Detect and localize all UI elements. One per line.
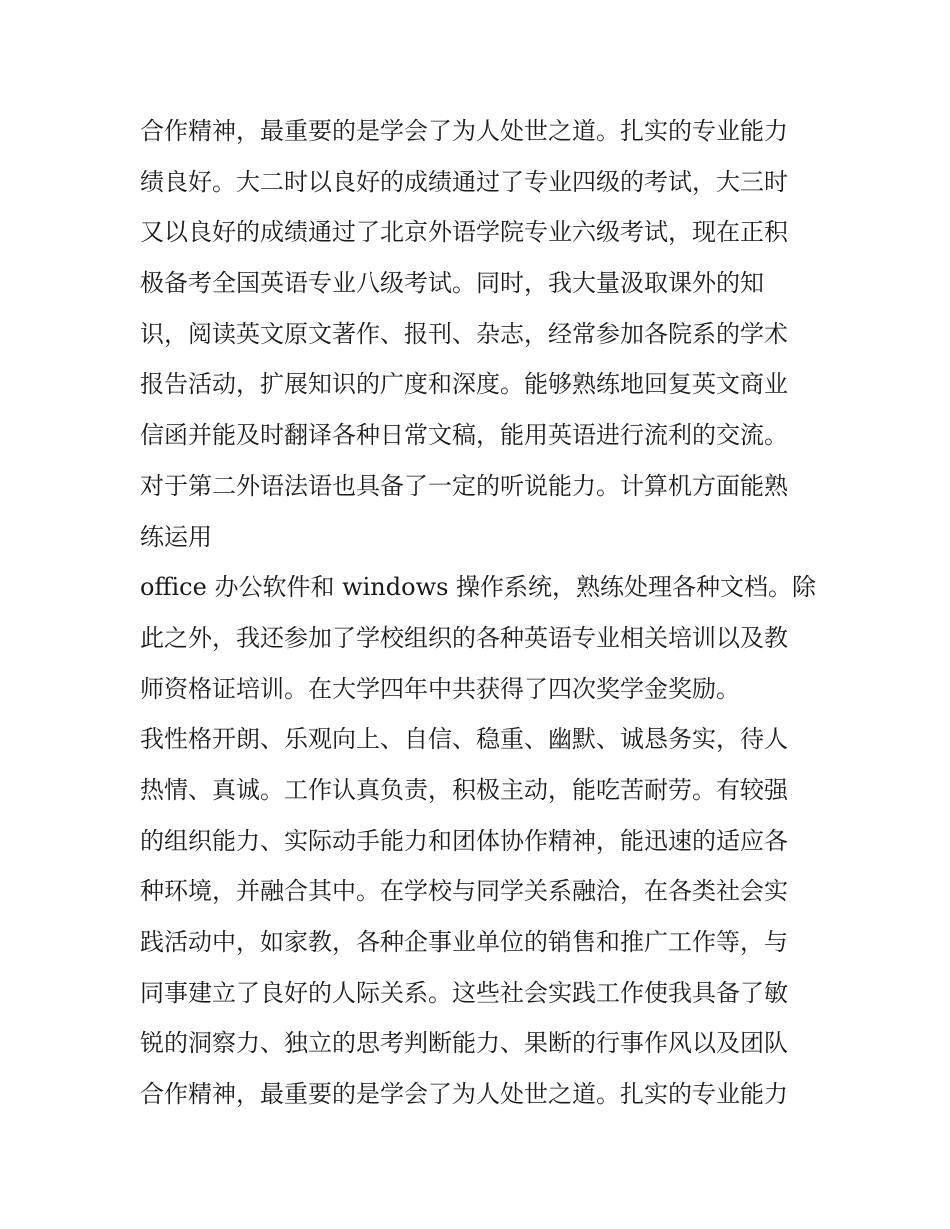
text-line-9: 练运用	[140, 522, 212, 551]
text-line-10: office 办公软件和 windows 操作系统，熟练处理各种文档。除	[140, 573, 817, 602]
text-line-5: 识，阅读英文原文著作、报刊、杂志，经常参加各院系的学术	[140, 319, 788, 348]
text-line-2: 绩良好。大二时以良好的成绩通过了专业四级的考试，大三时	[140, 167, 788, 196]
text-line-12: 师资格证培训。在大学四年中共获得了四次奖学金奖励。	[140, 674, 740, 703]
text-line-1: 合作精神，最重要的是学会了为人处世之道。扎实的专业能力	[140, 117, 788, 145]
text-line-3: 又以良好的成绩通过了北京外语学院专业六级考试，现在正积	[140, 218, 788, 247]
text-line-8: 对于第二外语法语也具备了一定的听说能力。计算机方面能熟	[140, 471, 788, 500]
text-line-11: 此之外，我还参加了学校组织的各种英语专业相关培训以及教	[140, 623, 788, 652]
text-line-14: 热情、真诚。工作认真负责，积极主动，能吃苦耐劳。有较强	[140, 775, 788, 804]
text-line-18: 同事建立了良好的人际关系。这些社会实践工作使我具备了敏	[140, 978, 788, 1007]
text-line-19: 锐的洞察力、独立的思考判断能力、果断的行事作风以及团队	[140, 1029, 788, 1058]
text-line-4: 极备考全国英语专业八级考试。同时，我大量汲取课外的知	[140, 269, 764, 298]
text-line-20: 合作精神，最重要的是学会了为人处世之道。扎实的专业能力	[140, 1080, 788, 1109]
text-line-6: 报告活动，扩展知识的广度和深度。能够熟练地回复英文商业	[140, 370, 788, 399]
text-line-7: 信函并能及时翻译各种日常文稿，能用英语进行流利的交流。	[140, 421, 788, 450]
text-line-16: 种环境，并融合其中。在学校与同学关系融洽，在各类社会实	[140, 877, 788, 906]
text-line-17: 践活动中，如家教，各种企事业单位的销售和推广工作等，与	[140, 928, 788, 956]
body-text	[140, 106, 820, 1120]
text-line-15: 的组织能力、实际动手能力和团体协作精神，能迅速的适应各	[140, 826, 788, 855]
text-line-13: 我性格开朗、乐观向上、自信、稳重、幽默、诚恳务实，待人	[140, 725, 788, 754]
